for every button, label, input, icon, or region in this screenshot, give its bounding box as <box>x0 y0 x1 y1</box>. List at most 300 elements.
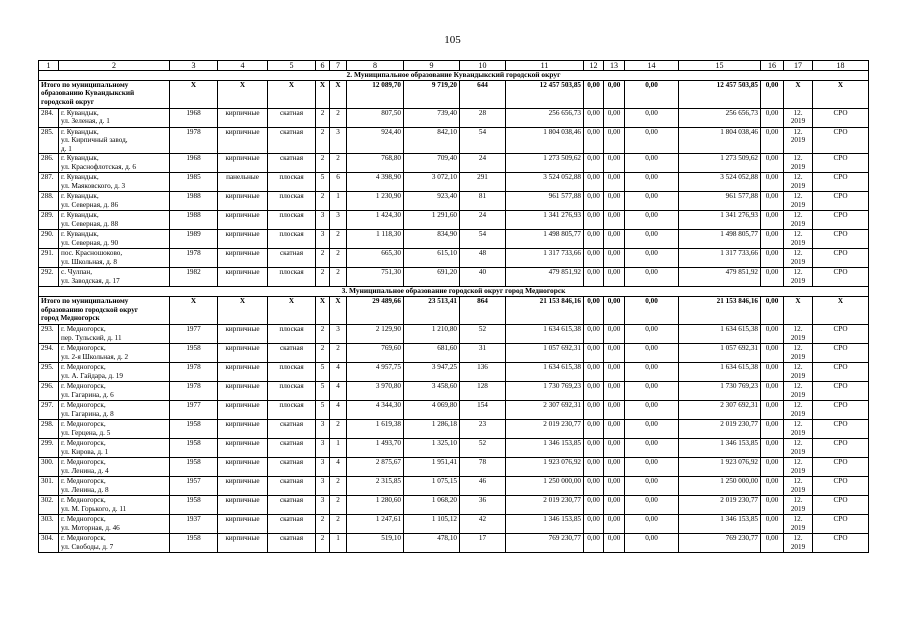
col15-cell: 1 498 805,77 <box>679 230 761 249</box>
deadline-cell <box>784 154 813 173</box>
area-total-cell: 4 344,30 <box>347 400 404 419</box>
col14-cell: 0,00 <box>625 533 679 552</box>
col12-cell: 0,00 <box>584 343 604 362</box>
table-row <box>39 173 869 192</box>
residents-cell: 36 <box>460 495 506 514</box>
table-row <box>39 343 869 362</box>
year-cell: 1978 <box>170 127 218 154</box>
address-line: ул. Ленина, д. 8 <box>61 485 109 494</box>
col13-cell: 0,00 <box>604 80 625 108</box>
deadline-month: 12. <box>793 457 803 466</box>
roof-cell: плоская <box>268 268 316 287</box>
entrances-cell: 2 <box>330 268 347 287</box>
year-cell: 1989 <box>170 230 218 249</box>
cost-cell: 479 851,92 <box>506 268 584 287</box>
deadline-year: 2019 <box>790 238 806 247</box>
address-line: г. Кувандык, <box>61 108 99 117</box>
col14-cell: 0,00 <box>625 192 679 211</box>
col16-cell: 0,00 <box>761 211 784 230</box>
area-living-cell: 1 325,10 <box>404 438 460 457</box>
col13-cell: 0,00 <box>604 230 625 249</box>
year-cell: 1958 <box>170 438 218 457</box>
area-living-cell: 1 210,80 <box>404 324 460 343</box>
column-number-cell: 12 <box>584 61 604 71</box>
entrances-cell: 2 <box>330 343 347 362</box>
col13-cell: 0,00 <box>604 495 625 514</box>
deadline-cell <box>784 362 813 381</box>
deadline-month: 12. <box>793 108 803 117</box>
col15-cell: 1 341 276,93 <box>679 211 761 230</box>
address-cell <box>59 173 170 192</box>
total-name-line: образованию Кувандыкский <box>41 89 135 98</box>
area-total-cell: 1 280,60 <box>347 495 404 514</box>
area-living-cell: 1 068,20 <box>404 495 460 514</box>
residents-cell: 136 <box>460 362 506 381</box>
col14-cell: 0,00 <box>625 419 679 438</box>
col15-cell: 1 057 692,31 <box>679 343 761 362</box>
col12-cell: 0,00 <box>584 514 604 533</box>
col12-cell: 0,00 <box>584 127 604 154</box>
deadline-year: 2019 <box>790 352 806 361</box>
address-line: г. Кувандык, <box>61 127 99 136</box>
method-cell: СРО <box>813 324 869 343</box>
address-cell <box>59 324 170 343</box>
entrances-cell: 2 <box>330 476 347 495</box>
residents-cell: 864 <box>460 296 506 324</box>
col16-cell: 0,00 <box>761 296 784 324</box>
row-number-cell: 290. <box>39 230 59 249</box>
material-cell: кирпичные <box>218 127 268 154</box>
column-number-cell: 5 <box>268 61 316 71</box>
deadline-cell <box>784 173 813 192</box>
address-line: г. Медногорск, <box>61 457 106 466</box>
residents-cell: 42 <box>460 514 506 533</box>
total-name-line: город Медногорск <box>41 314 100 323</box>
roof-cell: плоская <box>268 381 316 400</box>
col12-cell: 0,00 <box>584 296 604 324</box>
col16-cell: 0,00 <box>761 108 784 127</box>
year-cell: 1957 <box>170 476 218 495</box>
col12-cell: 0,00 <box>584 249 604 268</box>
method-cell: СРО <box>813 438 869 457</box>
cost-cell: 1 730 769,23 <box>506 381 584 400</box>
entrances-cell: 2 <box>330 249 347 268</box>
entrances-cell: 2 <box>330 514 347 533</box>
col16-cell: 0,00 <box>761 514 784 533</box>
entrances-cell: 3 <box>330 127 347 154</box>
deadline-year: 2019 <box>790 390 806 399</box>
col18-cell: X <box>813 296 869 324</box>
material-cell: панельные <box>218 173 268 192</box>
roof-cell: скатная <box>268 438 316 457</box>
year-cell: 1958 <box>170 533 218 552</box>
year-cell: 1978 <box>170 362 218 381</box>
area-total-cell: 2 875,67 <box>347 457 404 476</box>
year-cell: X <box>170 296 218 324</box>
col14-cell: 0,00 <box>625 211 679 230</box>
deadline-month: 12. <box>793 419 803 428</box>
roof-cell: скатная <box>268 514 316 533</box>
col14-cell: 0,00 <box>625 438 679 457</box>
col14-cell: 0,00 <box>625 296 679 324</box>
residents-cell: 81 <box>460 192 506 211</box>
col15-cell: 1 273 509,62 <box>679 154 761 173</box>
area-living-cell: 691,20 <box>404 268 460 287</box>
floors-cell: 5 <box>316 173 330 192</box>
register-table <box>38 60 869 553</box>
row-number-cell: 284. <box>39 108 59 127</box>
row-number-cell: 293. <box>39 324 59 343</box>
address-line: г. Кувандык, <box>61 192 99 201</box>
table-row <box>39 400 869 419</box>
col14-cell: 0,00 <box>625 400 679 419</box>
address-line: г. Медногорск, <box>61 495 106 504</box>
residents-cell: 154 <box>460 400 506 419</box>
material-cell: кирпичные <box>218 362 268 381</box>
floors-cell: 2 <box>316 324 330 343</box>
col12-cell: 0,00 <box>584 230 604 249</box>
deadline-year: 2019 <box>790 485 806 494</box>
col15-cell: 21 153 846,16 <box>679 296 761 324</box>
cost-cell: 961 577,88 <box>506 192 584 211</box>
roof-cell: плоская <box>268 211 316 230</box>
area-total-cell: 769,60 <box>347 343 404 362</box>
column-number-cell: 10 <box>460 61 506 71</box>
residents-cell: 24 <box>460 211 506 230</box>
col14-cell: 0,00 <box>625 249 679 268</box>
residents-cell: 644 <box>460 80 506 108</box>
row-number-cell: 287. <box>39 173 59 192</box>
col16-cell: 0,00 <box>761 80 784 108</box>
cost-cell: 2 019 230,77 <box>506 419 584 438</box>
total-name-cell <box>39 80 170 108</box>
col12-cell: 0,00 <box>584 108 604 127</box>
col12-cell: 0,00 <box>584 324 604 343</box>
address-cell <box>59 127 170 154</box>
col12-cell: 0,00 <box>584 268 604 287</box>
deadline-month: 12. <box>793 343 803 352</box>
col14-cell: 0,00 <box>625 381 679 400</box>
address-cell <box>59 400 170 419</box>
roof-cell: скатная <box>268 154 316 173</box>
column-number-cell: 3 <box>170 61 218 71</box>
year-cell: 1958 <box>170 495 218 514</box>
column-number-cell: 18 <box>813 61 869 71</box>
col13-cell: 0,00 <box>604 324 625 343</box>
method-cell: СРО <box>813 211 869 230</box>
deadline-year: 2019 <box>790 200 806 209</box>
table-row <box>39 192 869 211</box>
entrances-cell: 2 <box>330 154 347 173</box>
method-cell: СРО <box>813 249 869 268</box>
col12-cell: 0,00 <box>584 400 604 419</box>
area-total-cell: 1 230,90 <box>347 192 404 211</box>
table-row <box>39 457 869 476</box>
address-line: г. Кувандык, <box>61 173 99 182</box>
address-line: ул. Заводская, д. 17 <box>61 276 120 285</box>
roof-cell: плоская <box>268 230 316 249</box>
address-line: г. Медногорск, <box>61 514 106 523</box>
section-title-row <box>39 287 869 297</box>
col16-cell: 0,00 <box>761 154 784 173</box>
row-number-cell: 289. <box>39 211 59 230</box>
deadline-year: 2019 <box>790 542 806 551</box>
col14-cell: 0,00 <box>625 362 679 381</box>
floors-cell: X <box>316 80 330 108</box>
col14-cell: 0,00 <box>625 514 679 533</box>
method-cell: СРО <box>813 268 869 287</box>
deadline-cell <box>784 108 813 127</box>
col13-cell: 0,00 <box>604 211 625 230</box>
address-cell <box>59 211 170 230</box>
column-number-cell: 16 <box>761 61 784 71</box>
deadline-year: 2019 <box>790 181 806 190</box>
row-number-cell: 295. <box>39 362 59 381</box>
material-cell: X <box>218 296 268 324</box>
page-number: 105 <box>444 34 461 46</box>
area-total-cell: 751,30 <box>347 268 404 287</box>
col14-cell: 0,00 <box>625 173 679 192</box>
roof-cell: плоская <box>268 192 316 211</box>
table-row <box>39 438 869 457</box>
deadline-month: 12. <box>793 192 803 201</box>
floors-cell: 2 <box>316 154 330 173</box>
deadline-month: 12. <box>793 127 803 136</box>
row-number-cell: 291. <box>39 249 59 268</box>
year-cell: 1968 <box>170 154 218 173</box>
col12-cell: 0,00 <box>584 173 604 192</box>
section-title: 3. Муниципальное образование городской округ город Медногорск <box>39 287 869 297</box>
deadline-year: 2019 <box>790 504 806 513</box>
table-row <box>39 230 869 249</box>
deadline-month: 12. <box>793 476 803 485</box>
method-cell: СРО <box>813 457 869 476</box>
col14-cell: 0,00 <box>625 495 679 514</box>
address-line: ул. М. Горького, д. 11 <box>61 504 127 513</box>
deadline-cell <box>784 268 813 287</box>
col17-cell: X <box>784 80 813 108</box>
deadline-cell <box>784 381 813 400</box>
address-line: г. Медногорск, <box>61 343 106 352</box>
address-line: д. 1 <box>61 144 72 153</box>
col16-cell: 0,00 <box>761 192 784 211</box>
col12-cell: 0,00 <box>584 381 604 400</box>
roof-cell: скатная <box>268 476 316 495</box>
floors-cell: 2 <box>316 343 330 362</box>
row-number-cell: 302. <box>39 495 59 514</box>
area-living-cell: 1 286,18 <box>404 419 460 438</box>
material-cell: кирпичные <box>218 400 268 419</box>
area-living-cell: 1 075,15 <box>404 476 460 495</box>
roof-cell: скатная <box>268 495 316 514</box>
col13-cell: 0,00 <box>604 343 625 362</box>
roof-cell: X <box>268 80 316 108</box>
residents-cell: 52 <box>460 438 506 457</box>
address-line: ул. Школьная, д. 8 <box>61 257 117 266</box>
deadline-month: 12. <box>793 211 803 220</box>
area-total-cell: 29 489,66 <box>347 296 404 324</box>
floors-cell: 3 <box>316 230 330 249</box>
deadline-cell <box>784 438 813 457</box>
section-title: 2. Муниципальное образование Кувандыкский городской округ <box>39 71 869 81</box>
deadline-cell <box>784 324 813 343</box>
method-cell: СРО <box>813 343 869 362</box>
total-name-line: городской округ <box>41 97 94 106</box>
col15-cell: 2 307 692,31 <box>679 400 761 419</box>
col13-cell: 0,00 <box>604 400 625 419</box>
area-total-cell: 1 424,30 <box>347 211 404 230</box>
col16-cell: 0,00 <box>761 173 784 192</box>
material-cell: кирпичные <box>218 192 268 211</box>
address-line: ул. А. Гайдара, д. 19 <box>61 371 123 380</box>
entrances-cell: 3 <box>330 324 347 343</box>
col16-cell: 0,00 <box>761 457 784 476</box>
row-number-cell: 297. <box>39 400 59 419</box>
material-cell: кирпичные <box>218 533 268 552</box>
col13-cell: 0,00 <box>604 173 625 192</box>
year-cell: 1958 <box>170 457 218 476</box>
material-cell: кирпичные <box>218 249 268 268</box>
area-living-cell: 1 951,41 <box>404 457 460 476</box>
row-number-cell: 304. <box>39 533 59 552</box>
roof-cell: плоская <box>268 362 316 381</box>
residents-cell: 48 <box>460 249 506 268</box>
col15-cell: 2 019 230,77 <box>679 495 761 514</box>
area-living-cell: 4 069,80 <box>404 400 460 419</box>
deadline-cell <box>784 211 813 230</box>
col12-cell: 0,00 <box>584 192 604 211</box>
method-cell: СРО <box>813 533 869 552</box>
area-living-cell: 709,40 <box>404 154 460 173</box>
column-number-cell: 9 <box>404 61 460 71</box>
col12-cell: 0,00 <box>584 80 604 108</box>
address-line: ул. Гагарина, д. 8 <box>61 409 114 418</box>
col18-cell: X <box>813 80 869 108</box>
residents-cell: 23 <box>460 419 506 438</box>
cost-cell: 1 250 000,00 <box>506 476 584 495</box>
material-cell: кирпичные <box>218 457 268 476</box>
residents-cell: 78 <box>460 457 506 476</box>
column-number-cell: 7 <box>330 61 347 71</box>
residents-cell: 17 <box>460 533 506 552</box>
address-cell <box>59 476 170 495</box>
table-row <box>39 419 869 438</box>
area-total-cell: 4 957,75 <box>347 362 404 381</box>
col12-cell: 0,00 <box>584 476 604 495</box>
floors-cell: 3 <box>316 457 330 476</box>
year-cell: 1978 <box>170 249 218 268</box>
method-cell: СРО <box>813 127 869 154</box>
col14-cell: 0,00 <box>625 108 679 127</box>
area-living-cell: 478,10 <box>404 533 460 552</box>
row-number-cell: 292. <box>39 268 59 287</box>
deadline-month: 12. <box>793 495 803 504</box>
table-row <box>39 211 869 230</box>
table-row <box>39 324 869 343</box>
column-number-cell: 15 <box>679 61 761 71</box>
entrances-cell: 2 <box>330 108 347 127</box>
address-line: ул. Моторная, д. 46 <box>61 523 120 532</box>
material-cell: X <box>218 80 268 108</box>
row-number-cell: 301. <box>39 476 59 495</box>
col16-cell: 0,00 <box>761 495 784 514</box>
cost-cell: 769 230,77 <box>506 533 584 552</box>
table-row <box>39 514 869 533</box>
column-number-cell: 1 <box>39 61 59 71</box>
address-line: ул. Северная, д. 86 <box>61 200 119 209</box>
deadline-month: 12. <box>793 533 803 542</box>
col15-cell: 1 634 615,38 <box>679 324 761 343</box>
col15-cell: 961 577,88 <box>679 192 761 211</box>
table-row <box>39 154 869 173</box>
total-name-line: образованию городской округ <box>41 305 139 314</box>
residents-cell: 291 <box>460 173 506 192</box>
cost-cell: 1 057 692,31 <box>506 343 584 362</box>
col15-cell: 12 457 503,85 <box>679 80 761 108</box>
address-line: ул. 2-я Школьная, д. 2 <box>61 352 129 361</box>
deadline-year: 2019 <box>790 257 806 266</box>
area-living-cell: 3 072,10 <box>404 173 460 192</box>
address-line: г. Кувандык, <box>61 230 99 239</box>
floors-cell: 3 <box>316 495 330 514</box>
entrances-cell: 4 <box>330 381 347 400</box>
area-living-cell: 739,40 <box>404 108 460 127</box>
material-cell: кирпичные <box>218 514 268 533</box>
area-total-cell: 924,40 <box>347 127 404 154</box>
deadline-year: 2019 <box>790 276 806 285</box>
col14-cell: 0,00 <box>625 457 679 476</box>
material-cell: кирпичные <box>218 343 268 362</box>
column-number-row <box>39 61 869 71</box>
year-cell: 1988 <box>170 192 218 211</box>
total-name-line: Итого по муниципальному <box>41 296 129 305</box>
col16-cell: 0,00 <box>761 343 784 362</box>
col12-cell: 0,00 <box>584 533 604 552</box>
year-cell: 1937 <box>170 514 218 533</box>
deadline-cell <box>784 249 813 268</box>
floors-cell: 2 <box>316 533 330 552</box>
address-cell <box>59 108 170 127</box>
address-cell <box>59 343 170 362</box>
roof-cell: плоская <box>268 400 316 419</box>
year-cell: 1978 <box>170 381 218 400</box>
cost-cell: 3 524 052,88 <box>506 173 584 192</box>
deadline-month: 12. <box>793 324 803 333</box>
col15-cell: 3 524 052,88 <box>679 173 761 192</box>
col14-cell: 0,00 <box>625 127 679 154</box>
floors-cell: 2 <box>316 108 330 127</box>
address-line: ул. Северная, д. 90 <box>61 238 119 247</box>
address-line: г. Медногорск, <box>61 381 106 390</box>
col17-cell: X <box>784 296 813 324</box>
column-number-cell: 11 <box>506 61 584 71</box>
cost-cell: 1 498 805,77 <box>506 230 584 249</box>
deadline-cell <box>784 514 813 533</box>
address-cell <box>59 514 170 533</box>
deadline-month: 12. <box>793 154 803 163</box>
deadline-cell <box>784 457 813 476</box>
year-cell: 1977 <box>170 400 218 419</box>
address-line: с. Чулпан, <box>61 268 92 277</box>
area-total-cell: 1 619,38 <box>347 419 404 438</box>
residents-cell: 54 <box>460 127 506 154</box>
col15-cell: 1 730 769,23 <box>679 381 761 400</box>
col16-cell: 0,00 <box>761 533 784 552</box>
deadline-month: 12. <box>793 230 803 239</box>
deadline-year: 2019 <box>790 136 806 145</box>
deadline-year: 2019 <box>790 371 806 380</box>
table-row <box>39 362 869 381</box>
